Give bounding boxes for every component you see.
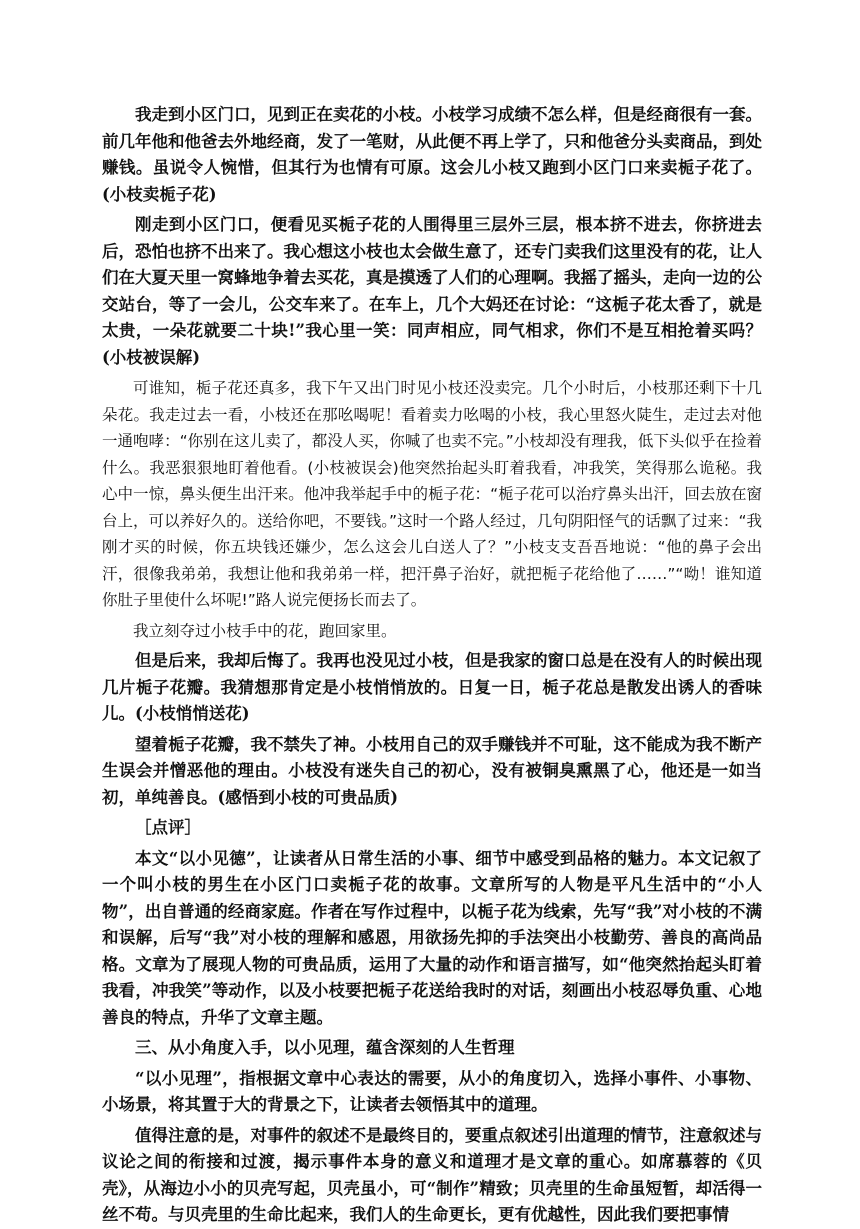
- paragraph-3: 可谁知，栀子花还真多，我下午又出门时见小枝还没卖完。几个小时后，小枝那还剩下十几朵花。我走过去一看，小枝还在那吆喝呢！看着卖力吆喝的小枝，我心里怒火陡生，走过去对他一通咆哮：“你别在这儿卖了，都没人买，你喊了也卖不完。”小枝却没有理我，低下头似乎在捡着什么。我恶狠狠地盯着他看。(小枝被误会)他突然抬起头盯着我看，冲我笑，笑得那么诡秘。我心中一惊，鼻头便生出汗来。他冲我举起手中的栀子花：“栀子花可以治疗鼻头出汗，回去放在窗台上，可以养好久的。送给你吧，不要钱。”这时一个路人经过，几句阴阳怪气的话飘了过来：“我刚才买的时候，你五块钱还嫌少，怎么这会儿白送人了？”小枝支支吾吾地说：“他的鼻子会出汗，很像我弟弟，我想让他和我弟弟一样，把汗鼻子治好，就把栀子花给他了……”“呦！谁知道你肚子里使什么坏呢!”路人说完便扬长而去了。: [102, 379, 762, 609]
- paragraph-definition: “以小见理”，指根据文章中心表达的需要，从小的角度切入，选择小事件、小事物、小场景，将其置于大的背景之下，让读者去领悟其中的道理。: [102, 1068, 762, 1114]
- document-page: [102, 102, 762, 1229]
- paragraph-2: 刚走到小区门口，便看见买栀子花的人围得里三层外三层，根本挤不进去，你挤进去后，恐怕也挤不出来了。我心想这小枝也太会做生意了，还专门卖我们这里没有的花，让人们在大夏天里一窝蜂地争着去买花，真是摸透了人们的心理啊。我摇了摇头，走向一边的公交站台，等了一会儿，公交车来了。在车上，几个大妈还在讨论：“这栀子花太香了，就是太贵，一朵花就要二十块!”我心里一笑：同声相应，同气相求，你们不是互相抢着买吗？(小枝被误解): [102, 215, 762, 367]
- paragraph-1: 我走到小区门口，见到正在卖花的小枝。小枝学习成绩不怎么样，但是经商很有一套。前几年他和他爸去外地经商，发了一笔财，从此便不再上学了，只和他爸分头卖商品，到处赚钱。虽说令人惋惜，但其行为也情有可原。这会儿小枝又跑到小区门口来卖栀子花了。(小枝卖栀子花): [102, 105, 762, 204]
- paragraph-note: 值得注意的是，对事件的叙述不是最终目的，要重点叙述引出道理的情节，注意叙述与议论之间的衔接和过渡，揭示事件本身的意义和道理才是文章的重心。如席慕蓉的《贝壳》，从海边小小的贝壳写起，贝壳虽小，可“制作”精致；贝壳里的生命虽短暂，却活得一丝不苟。与贝壳里的生命比起来，我们人的生命更长，更有优越性，因此我们要把事情: [102, 1125, 762, 1224]
- comment-heading: ［点评］: [135, 818, 201, 837]
- section-heading-3: 三、从小角度入手，以小见理，蕴含深刻的人生哲理: [135, 1038, 515, 1057]
- paragraph-commentary: 本文“以小见德”，让读者从日常生活的小事、细节中感受到品格的魅力。本文记叙了一个叫小枝的男生在小区门口卖栀子花的故事。文章所写的人物是平凡生活中的“小人物”，出自普通的经商家庭。作者在写作过程中，以栀子花为线索，先写“我”对小枝的不满和误解，后写“我”对小枝的理解和感恩，用欲扬先抑的手法突出小枝勤劳、善良的高尚品格。文章为了展现人物的可贵品质，运用了大量的动作和语言描写，如“他突然抬起头盯着我看，冲我笑”等动作，以及小枝要把栀子花送给我时的对话，刻画出小枝忍辱负重、心地善良的特点，升华了文章主题。: [102, 848, 762, 1027]
- paragraph-4: 我立刻夺过小枝手中的花，跑回家里。: [133, 621, 397, 640]
- paragraph-5: 但是后来，我却后悔了。我再也没见过小枝，但是我家的窗口总是在没有人的时候出现几片栀子花瓣。我猜想那肯定是小枝悄悄放的。日复一日，栀子花总是散发出诱人的香味儿。(小枝悄悄送花): [102, 651, 762, 723]
- paragraph-6: 望着栀子花瓣，我不禁失了神。小枝用自己的双手赚钱并不可耻，这不能成为我不断产生误会并憎恶他的理由。小枝没有迷失自己的初心，没有被铜臭熏黑了心，他还是一如当初，单纯善良。(感悟到小枝的可贵品质): [102, 734, 762, 807]
